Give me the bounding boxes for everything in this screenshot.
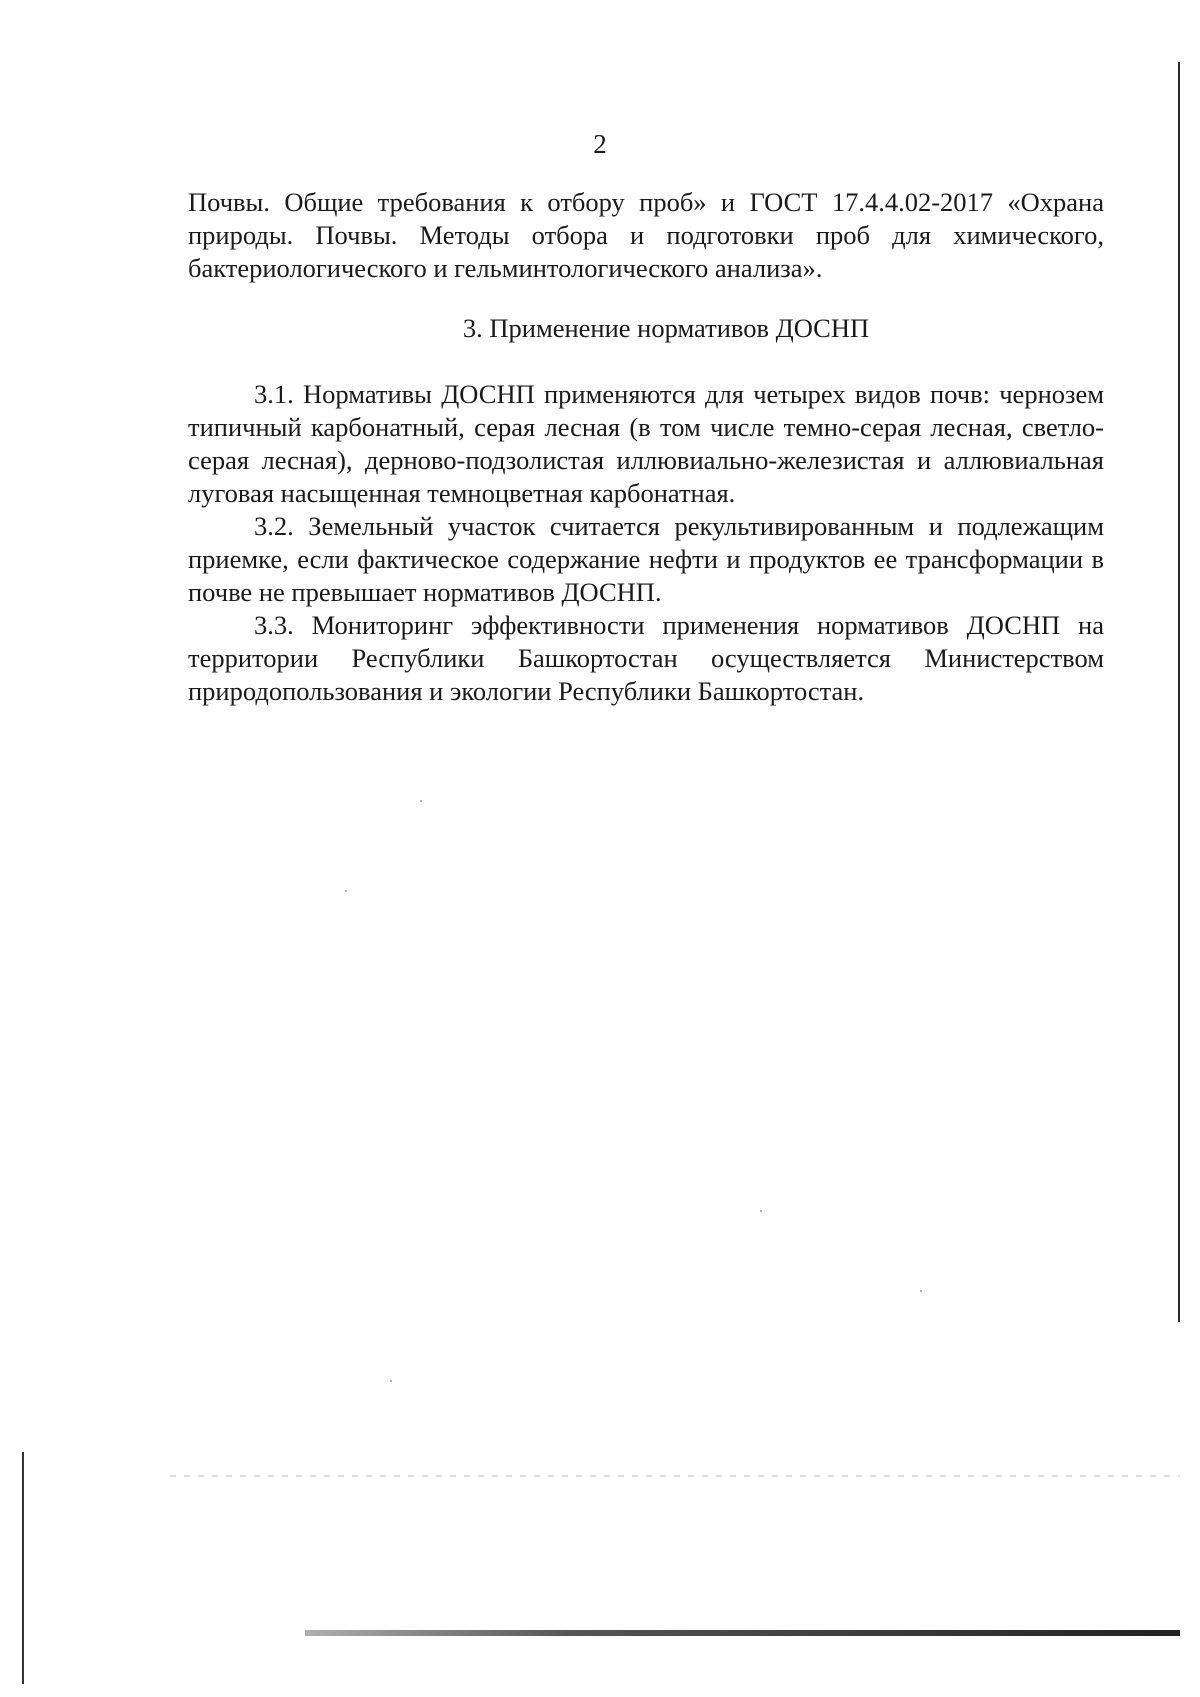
scan-noise-line	[170, 1475, 1180, 1477]
scan-edge-left	[22, 1452, 24, 1684]
intro-paragraph: Почвы. Общие требования к отбору проб» и ГОСТ 17.4.4.02-2017 «Охрана природы. Почвы. Методы отбора и подготовки проб для химического, бактериологического и гельминтологического анализа».	[188, 187, 1104, 283]
clause-3-2: 3.2. Земельный участок считается рекультивированным и подлежащим приемке, если фактическое содержание нефти и продуктов ее трансформации в почве не превышает нормативов ДОСНП.	[188, 511, 1104, 607]
intro-paragraph-block	[188, 186, 1104, 285]
scan-speck	[390, 1380, 392, 1382]
scan-speck	[345, 890, 347, 892]
clause-3-3: 3.3. Мониторинг эффективности применения нормативов ДОСНП на территории Республики Башкортостан осуществляется Министерством природопользования и экологии Республики Башкортостан.	[188, 610, 1104, 706]
section-heading-wrapper	[188, 312, 1104, 345]
scan-edge-right	[1178, 62, 1180, 1322]
scan-speck	[420, 800, 422, 802]
scan-edge-bottom	[305, 1630, 1180, 1636]
section-heading: 3. Применение нормативов ДОСНП	[462, 313, 870, 343]
page-number: 2	[593, 129, 607, 159]
clause-3-1: 3.1. Нормативы ДОСНП применяются для четырех видов почв: чернозем типичный карбонатный, серая лесная (в том числе темно-серая лесная, светло-серая лесная), дерново-подзолистая иллювиально-железистая и аллювиальная луговая насыщенная темноцветная карбонатная.	[188, 379, 1104, 508]
scan-speck	[920, 1290, 922, 1292]
scan-speck	[760, 1210, 762, 1212]
section-body	[188, 378, 1104, 708]
